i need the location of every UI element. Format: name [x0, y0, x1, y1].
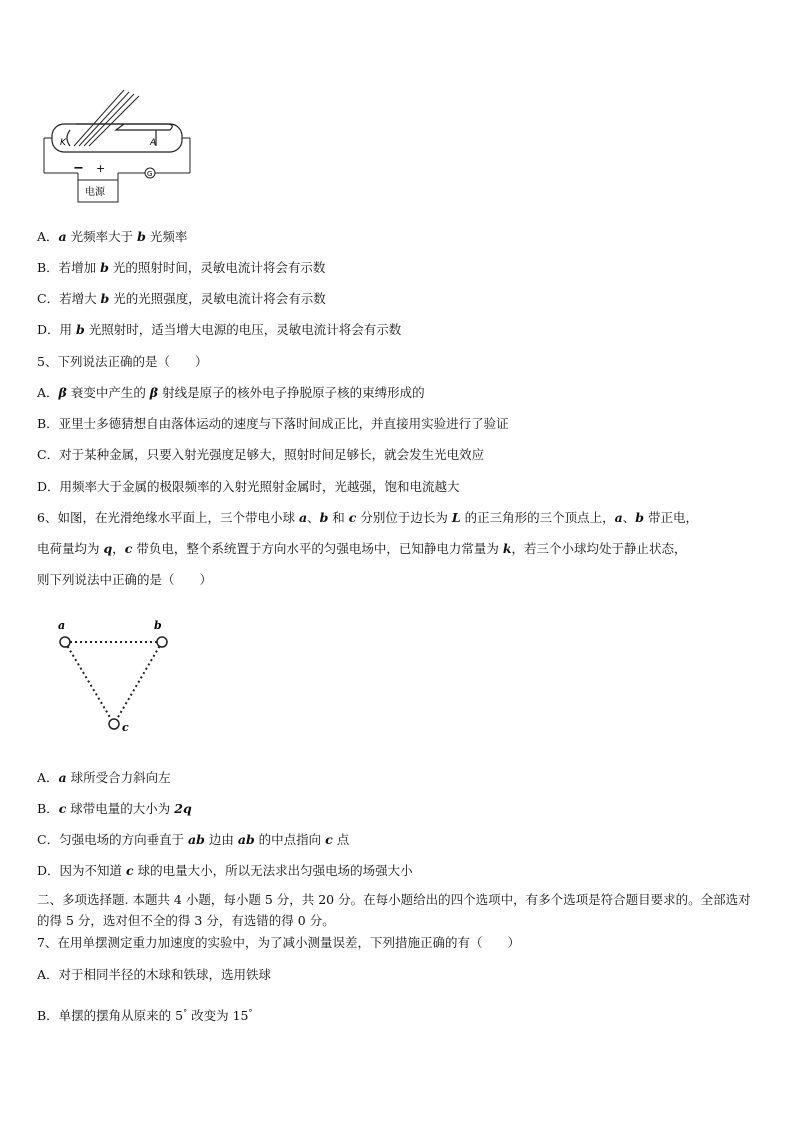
q6-stem-line-1: 6、如图，在光滑绝缘水平面上，三个带电小球 a、b 和 c 分别位于边长为 L 的正三角形的三个顶点上，a、b 带正电， — [37, 510, 698, 525]
q6-stem-line-2: 电荷量均为 q，c 带负电，整个系统置于方向水平的匀强电场中，已知静电力常量为 k，若三个小球均处于静止状态， — [37, 541, 687, 556]
galvanometer-label: G — [147, 170, 153, 178]
ball-a-label: a — [58, 619, 66, 632]
q6-option-a: A．a 球所受合力斜向左 — [37, 770, 171, 785]
ball-b-label: b — [154, 619, 162, 632]
q4-option-b: B．若增加 b 光的照射时间，灵敏电流计将会有示数 — [37, 260, 326, 275]
q7-option-b: B．单摆的摆角从原来的 5° 改变为 15° — [37, 1008, 253, 1024]
ball-b-icon — [157, 637, 167, 647]
section-2-heading: 二、多项选择题. 本题共 4 小题，每小题 5 分，共 20 分。在每小题给出的四个选项中，有多个选项是符合题目要求的。全部选对的得 5 分，选对但不全的得 3 分，有选错的得 0 分。 — [37, 892, 751, 928]
ball-c-label: c — [122, 721, 129, 734]
minus-sign: − — [73, 161, 84, 176]
q6-stem-line-3: 则下列说法中正确的是（ ） — [37, 572, 213, 587]
q5-option-a: A．β 衰变中产生的 β 射线是原子的核外电子挣脱原子核的束缚形成的 — [37, 385, 425, 400]
q5-stem: 5、下列说法正确的是（ ） — [37, 354, 208, 369]
q7-stem: 7、在用单摆测定重力加速度的实验中，为了减小测量误差，下列措施正确的有（ ） — [37, 935, 520, 950]
q7-option-a: A．对于相同半径的木球和铁球，选用铁球 — [37, 967, 272, 982]
q5-option-c: C．对于某种金属，只要入射光强度足够大，照射时间足够长，就会发生光电效应 — [37, 447, 485, 462]
q6-option-c: C．匀强电场的方向垂直于 ab 边由 ab 的中点指向 c 点 — [37, 832, 350, 847]
ball-a-icon — [60, 637, 70, 647]
ball-c-icon — [109, 719, 119, 729]
power-source-label: 电源 — [85, 187, 105, 198]
q6-option-b: B．c 球带电量的大小为 2q — [37, 801, 192, 816]
plus-sign: + — [96, 162, 106, 175]
q6-option-d: D．因为不知道 c 球的电量大小，所以无法求出匀强电场的场强大小 — [37, 863, 413, 878]
q5-option-d: D．用频率大于金属的极限频率的入射光照射金属时，光越强，饱和电流越大 — [37, 479, 460, 494]
q4-option-c: C．若增大 b 光的光照强度，灵敏电流计将会有示数 — [37, 291, 326, 306]
anode-label: A — [150, 138, 157, 148]
cathode-label: K — [60, 138, 66, 148]
q5-option-b: B．亚里士多德猜想自由落体运动的速度与下落时间成正比，并直接用实验进行了验证 — [37, 416, 509, 431]
charge-triangle-figure — [50, 614, 190, 749]
q4-option-a: A．a 光频率大于 b 光频率 — [37, 229, 188, 244]
q4-option-d: D．用 b 光照射时，适当增大电源的电压，灵敏电流计将会有示数 — [37, 322, 402, 337]
photoelectric-circuit-figure — [38, 84, 218, 214]
